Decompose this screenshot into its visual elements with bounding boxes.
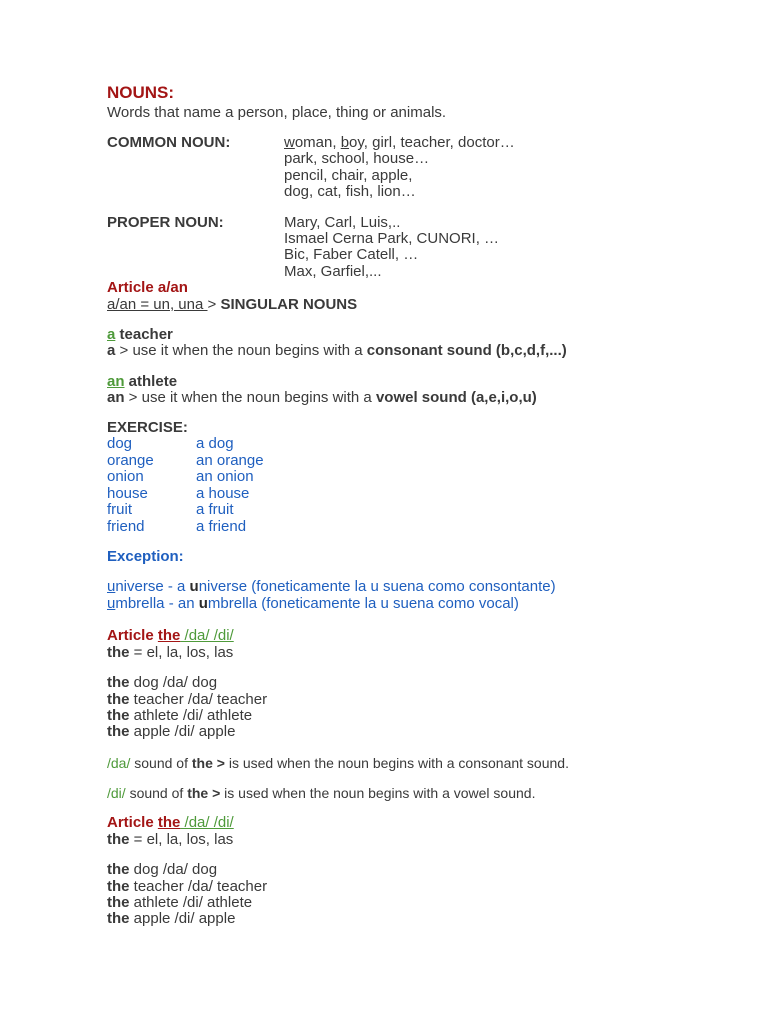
- exercise-answer: an orange: [196, 452, 264, 469]
- common-noun-line-2: park, school, house…: [284, 150, 430, 167]
- exercise-noun: onion: [107, 468, 144, 485]
- the-example-repeat: the dog /da/ dog: [107, 861, 218, 878]
- exercise-noun: friend: [107, 518, 145, 535]
- exercise-answer: a dog: [196, 435, 234, 452]
- exercise-answer: a house: [196, 485, 250, 502]
- article-the-definition: the = el, la, los, las: [107, 644, 234, 661]
- example-an: an athlete: [107, 373, 178, 390]
- the-example-repeat: the athlete /di/ athlete: [107, 894, 253, 911]
- common-noun-line-3: pencil, chair, apple,: [284, 167, 413, 184]
- article-aan-definition: a/an = un, una > SINGULAR NOUNS: [107, 296, 358, 313]
- exercise-heading: EXERCISE:: [107, 419, 188, 436]
- article-aan-heading: Article a/an: [107, 279, 188, 296]
- exercise-answer: a fruit: [196, 501, 234, 518]
- proper-noun-line-1: Mary, Carl, Luis,..: [284, 214, 401, 231]
- the-example: the dog /da/ dog: [107, 674, 218, 691]
- common-noun-line-1: woman, boy, girl, teacher, doctor…: [284, 134, 515, 151]
- proper-noun-line-3: Bic, Faber Catell, …: [284, 246, 419, 263]
- di-sound-rule: /di/ sound of the > is used when the noun begins with a vowel sound.: [107, 785, 536, 801]
- proper-noun-line-2: Ismael Cerna Park, CUNORI, …: [284, 230, 500, 247]
- the-example-repeat: the teacher /da/ teacher: [107, 878, 268, 895]
- article-the-heading-repeat: Article the /da/ /di/: [107, 814, 234, 831]
- rule-an: an > use it when the noun begins with a vowel sound (a,e,i,o,u): [107, 389, 537, 406]
- exception-line-2: umbrella - an umbrella (foneticamente la u suena como vocal): [107, 595, 519, 612]
- exercise-noun: house: [107, 485, 148, 502]
- article-the-heading: Article the /da/ /di/: [107, 627, 234, 644]
- page-title: NOUNS:: [107, 83, 175, 102]
- example-a: a teacher: [107, 326, 173, 343]
- the-example-repeat: the apple /di/ apple: [107, 910, 236, 927]
- exercise-noun: fruit: [107, 501, 133, 518]
- exception-line-1: universe - a universe (foneticamente la u suena como consontante): [107, 578, 556, 595]
- da-sound-rule: /da/ sound of the > is used when the noun begins with a consonant sound.: [107, 755, 569, 771]
- exercise-answer: an onion: [196, 468, 254, 485]
- exercise-answer: a friend: [196, 518, 247, 535]
- proper-noun-label: PROPER NOUN:: [107, 214, 224, 231]
- the-example: the athlete /di/ athlete: [107, 707, 253, 724]
- rule-a: a > use it when the noun begins with a consonant sound (b,c,d,f,...): [107, 342, 567, 359]
- the-example: the apple /di/ apple: [107, 723, 236, 740]
- exercise-noun: orange: [107, 452, 154, 469]
- article-the-definition-repeat: the = el, la, los, las: [107, 831, 234, 848]
- exercise-noun: dog: [107, 435, 133, 452]
- common-noun-label: COMMON NOUN:: [107, 134, 231, 151]
- exception-heading: Exception:: [107, 548, 184, 565]
- the-example: the teacher /da/ teacher: [107, 691, 268, 708]
- common-noun-line-4: dog, cat, fish, lion…: [284, 183, 416, 200]
- proper-noun-line-4: Max, Garfiel,...: [284, 263, 382, 280]
- definition: Words that name a person, place, thing or animals.: [107, 104, 447, 121]
